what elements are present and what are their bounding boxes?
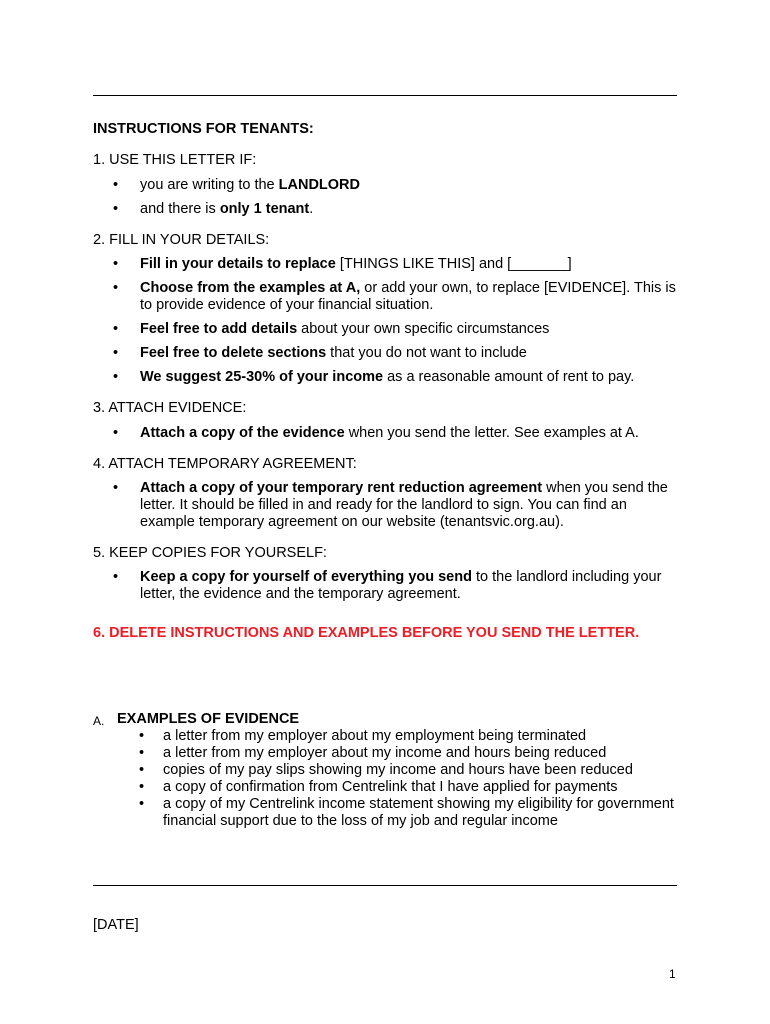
examples-list bbox=[139, 728, 684, 830]
list-item: • copies of my pay slips showing my income and hours have been reduced bbox=[139, 762, 684, 779]
list-item: • Fill in your details to replace [THINGS LIKE THIS] and [_______] bbox=[113, 256, 683, 273]
list-item: • Attach a copy of your temporary rent reduction agreement when you send the letter. It should be filled in and ready for the landlord to sign. You can find an example temporary agreement on our website (tenantsvic.org.au). bbox=[113, 480, 683, 531]
list-item: • and there is only 1 tenant. bbox=[113, 201, 683, 218]
section-2-heading: 2. FILL IN YOUR DETAILS: bbox=[93, 232, 270, 248]
list-item: • you are writing to the LANDLORD bbox=[113, 177, 683, 194]
page-number: 1 bbox=[669, 967, 676, 981]
section-3-heading: 3. ATTACH EVIDENCE: bbox=[93, 400, 247, 416]
section-5-heading: 5. KEEP COPIES FOR YOURSELF: bbox=[93, 545, 327, 561]
list-item: • Feel free to add details about your own specific circumstances bbox=[113, 321, 683, 338]
section-1-heading: 1. USE THIS LETTER IF: bbox=[93, 152, 257, 168]
examples-heading: EXAMPLES OF EVIDENCE bbox=[117, 711, 300, 727]
date-placeholder: [DATE] bbox=[93, 917, 139, 933]
section-4-list bbox=[113, 480, 683, 531]
list-item: • Attach a copy of the evidence when you send the letter. See examples at A. bbox=[113, 425, 683, 442]
instructions-heading: INSTRUCTIONS FOR TENANTS: bbox=[93, 121, 314, 137]
section-5-list bbox=[113, 569, 683, 603]
list-item: • a copy of confirmation from Centrelink that I have applied for payments bbox=[139, 779, 684, 796]
section-3-list bbox=[113, 425, 683, 442]
delete-instructions-warning: 6. DELETE INSTRUCTIONS AND EXAMPLES BEFORE YOU SEND THE LETTER. bbox=[93, 625, 640, 641]
bottom-divider bbox=[93, 885, 677, 886]
list-item: • a letter from my employer about my employment being terminated bbox=[139, 728, 684, 745]
list-item: • Keep a copy for yourself of everything you send to the landlord including your letter, the evidence and the temporary agreement. bbox=[113, 569, 683, 603]
list-item: • a copy of my Centrelink income statement showing my eligibility for government financial support due to the loss of my job and regular income bbox=[139, 796, 684, 830]
list-item: • Choose from the examples at A, or add your own, to replace [EVIDENCE]. This is to provide evidence of your financial situation. bbox=[113, 280, 683, 314]
list-item: • Feel free to delete sections that you do not want to include bbox=[113, 345, 683, 362]
top-divider bbox=[93, 95, 677, 96]
list-item: • We suggest 25-30% of your income as a reasonable amount of rent to pay. bbox=[113, 369, 683, 386]
section-2-list bbox=[113, 256, 683, 386]
examples-marker: A. bbox=[93, 714, 105, 728]
section-1-list bbox=[113, 177, 683, 218]
list-item: • a letter from my employer about my income and hours being reduced bbox=[139, 745, 684, 762]
section-4-heading: 4. ATTACH TEMPORARY AGREEMENT: bbox=[93, 456, 357, 472]
